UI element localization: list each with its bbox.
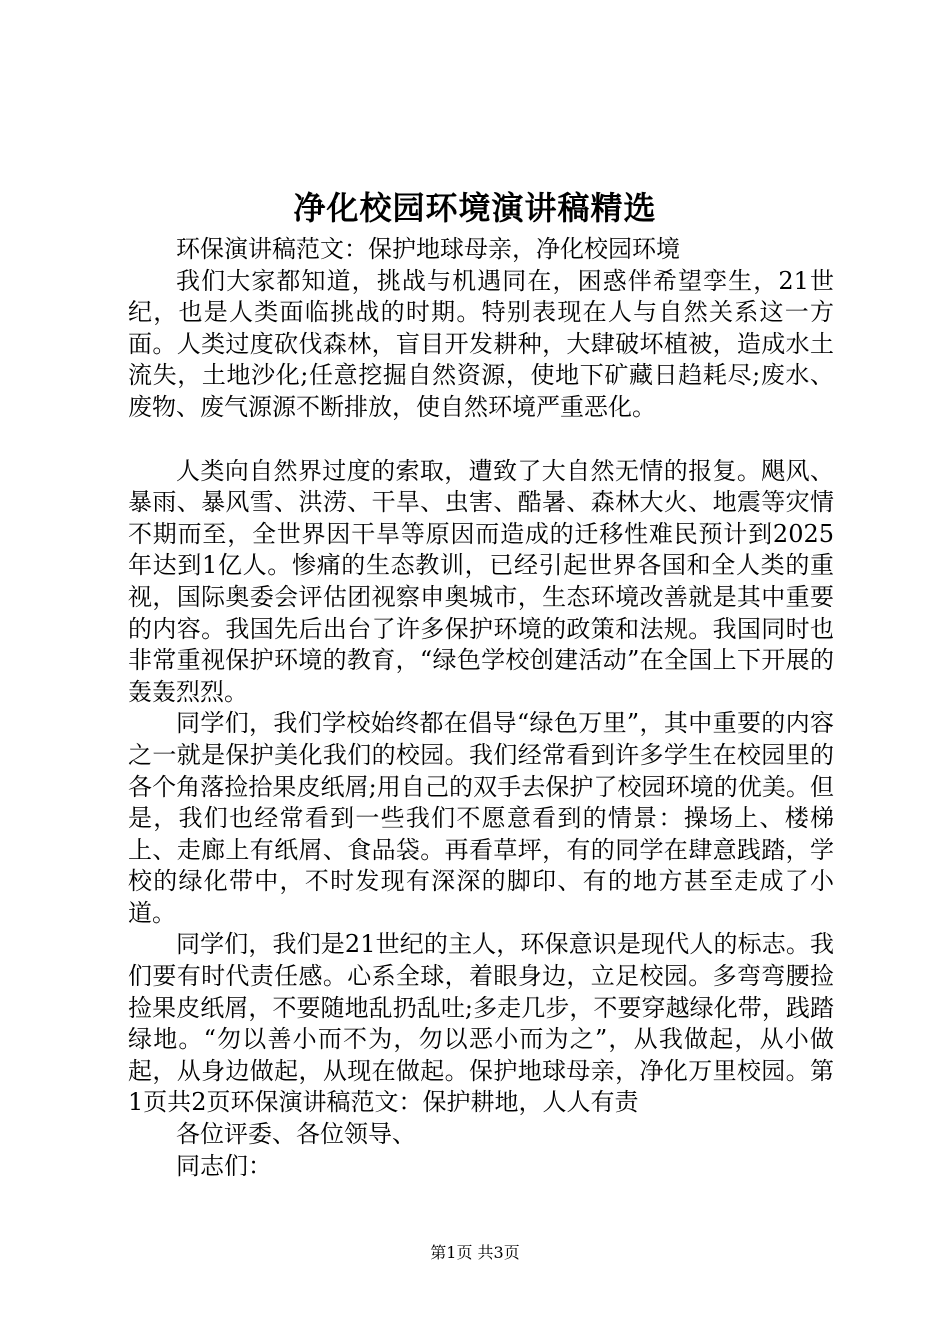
salutation-line: 各位评委、各位领导、 xyxy=(176,1120,416,1149)
body-paragraph: 同学们，我们学校始终都在倡导“绿色万里”，其中重要的内容之一就是保护美化我们的校园。我们经常看到许多学生在校园里的各个角落捡拾果皮纸屑;用自己的双手去保护了校园环境的优美。但是，我们也经常看到一些我们不愿意看到的情景：操场上、楼梯上、走廊上有纸屑、食品袋。再看草坪，有的同学在肆意践踏，学校的绿化带中，不时发现有深深的脚印、有的地方甚至走成了小道。 xyxy=(128,709,834,927)
page-title: 净化校园环境演讲稿精选 xyxy=(293,189,657,227)
body-paragraph: 同学们，我们是21世纪的主人，环保意识是现代人的标志。我们要有时代责任感。心系全球，着眼身边，立足校园。多弯弯腰捡捡果皮纸屑，不要随地乱扔乱吐;多走几步，不要穿越绿化带，践踏绿地。“勿以善小而不为，勿以恶小而为之”，从我做起，从小做起，从身边做起，从现在做起。保护地球母亲，净化万里校园。第1页共2页环保演讲稿范文：保护耕地，人人有责 xyxy=(128,930,834,1117)
subtitle-paragraph: 环保演讲稿范文：保护地球母亲，净化校园环境 xyxy=(176,235,680,263)
body-paragraph: 我们大家都知道，挑战与机遇同在，困惑伴希望孪生，21世纪，也是人类面临挑战的时期。特别表现在人与自然关系这一方面。人类过度砍伐森林，盲目开发耕种，大肆破坏植被，造成水土流失，土地沙化;任意挖掘自然资源，使地下矿藏日趋耗尽;废水、废物、废气源源不断排放，使自然环境严重恶化。 xyxy=(128,266,834,421)
page-footer: 第1页 共3页 xyxy=(430,1243,520,1262)
salutation-line: 同志们： xyxy=(176,1151,272,1180)
body-paragraph: 人类向自然界过度的索取，遭致了大自然无情的报复。飓风、暴雨、暴风雪、洪涝、干旱、虫害、酷暑、森林大火、地震等灾情不期而至，全世界因干旱等原因而造成的迁移性难民预计到2025年达到1亿人。惨痛的生态教训，已经引起世界各国和全人类的重视，国际奥委会评估团视察申奥城市，生态环境改善就是其中重要的内容。我国先后出台了许多保护环境的政策和法规。我国同时也非常重视保护环境的教育，“绿色学校创建活动”在全国上下开展的轰轰烈烈。 xyxy=(128,456,834,706)
document-body xyxy=(128,234,834,1182)
